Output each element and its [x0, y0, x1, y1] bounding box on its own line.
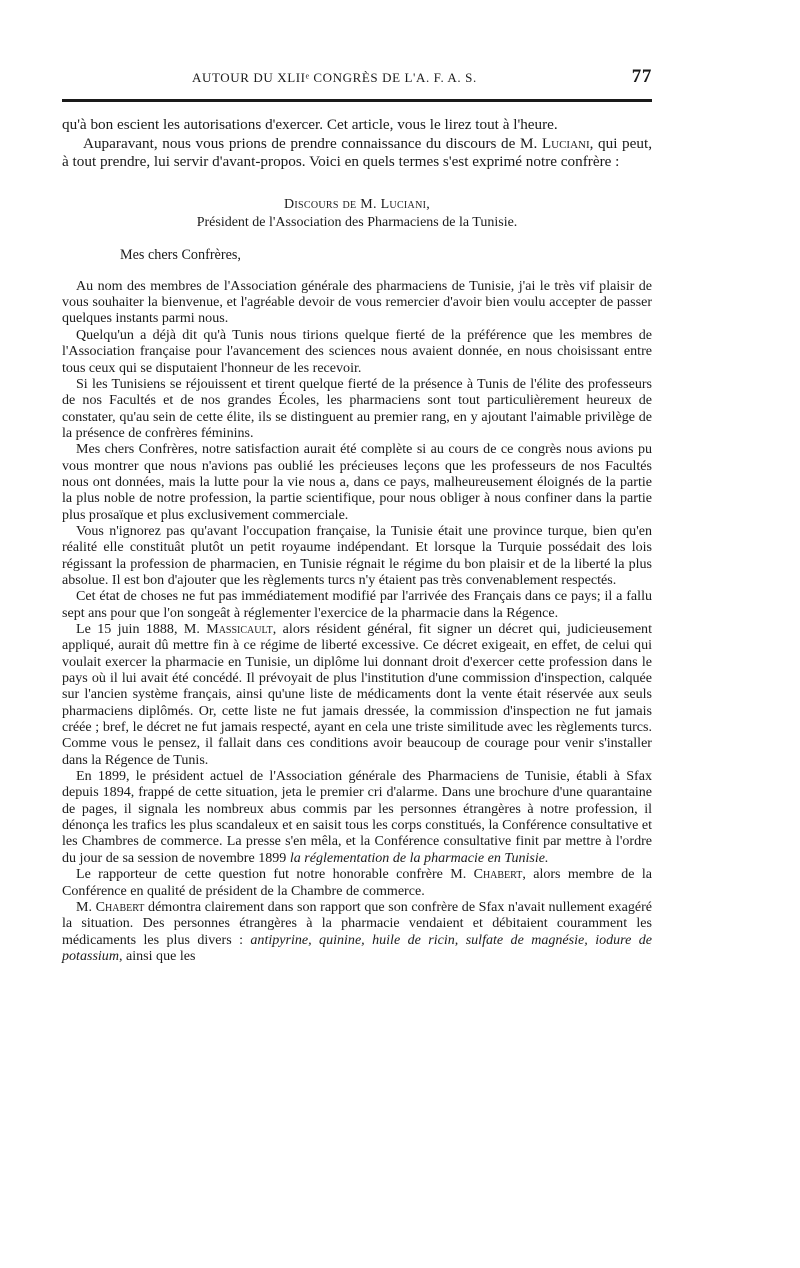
- person-name: Massicault: [206, 621, 273, 637]
- speech-paragraph: [62, 768, 652, 866]
- running-header: [62, 66, 652, 96]
- speech-heading: Discours de M. Luciani,: [283, 196, 431, 212]
- speech-paragraph: Cet état de choses ne fut pas immédiatement modifié par l'arrivée des Français dans ce pays; il a fallu sept ans pour que l'on songeât à réglementer l'exercice de la pharmacie dans la Régence.: [62, 588, 652, 621]
- speech-subheading: Président de l'Association des Pharmaciens de la Tunisie.: [196, 214, 518, 230]
- text-run: Auparavant, nous vous prions de prendre connaissance du discours de M.: [83, 134, 542, 152]
- person-name: Chabert: [473, 866, 523, 883]
- person-name: Chabert: [95, 898, 145, 915]
- italic-text: la réglementation de la pharmacie en Tunisie.: [289, 849, 549, 866]
- text-run: , alors résident général, fit signer un décret qui, judicieusement appliqué, aurait dû mettre fin à ce régime de liberté excessive. Ce décret exigeait, en effet, de celui qui voulait exercer la pharmacie en Tunisie, un diplôme lui donnant droit d'exercer cette profession dans le pays où il lui avait été concédé. Il prévoyait de plus l'institution d'une commission d'inspection, calquée sur l'ancien système français, ainsi qu'une liste de médicaments dont la vente était réservée aux seuls pharmaciens diplômés. Or, cette liste ne fut jamais dressée, la commission d'inspection ne fut jamais créée ; bref, le décret ne fut jamais respecté, ayant en cela une triste similitude avec les règlements turcs. Comme vous le pensez, il fallait dans ces conditions avoir beaucoup de courage pour venir s'installer dans la Régence de Tunis.: [62, 621, 652, 768]
- speech-body: [62, 278, 652, 964]
- speech-paragraph: Au nom des membres de l'Association générale des pharmaciens de Tunisie, j'ai le très vif plaisir de vous souhaiter la bienvenue, et l'agréable devoir de vous remercier d'avoir bien voulu accepter de passer quelques instants parmi nous.: [62, 277, 652, 327]
- text-run: , alors membre de la Conférence en qualité de président de la Chambre de commerce.: [62, 866, 652, 899]
- text-run: , qui peut, à tout prendre, lui servir d'avant-propos. Voici en quels termes s'est exprimé notre confrère :: [62, 134, 652, 171]
- header-rule: [62, 99, 652, 102]
- page-number: 77: [631, 66, 652, 87]
- text-run: démontra clairement dans son rapport que son confrère de Sfax n'avait nullement exagéré la situation. Des personnes étrangères à la pharmacie vendaient et débitaient couramment les médicaments les plus divers :: [62, 898, 653, 948]
- book-page: [62, 66, 652, 964]
- speech-paragraph: Mes chers Confrères, notre satisfaction aurait été complète si au cours de ce congrès nous avions pu vous montrer que nous n'avions pas oublié les précieuses leçons que les professeurs de nos Facultés nous ont données, mais la lutte pour la vie nous a, dans ce pays, malheureusement éloignés de la partie la plus noble de notre profession, la partie scientifique, pour nous obliger à nous confiner dans la partie plus prosaïque et plus exclusivement commerciale.: [62, 441, 652, 523]
- speech-paragraph: [62, 899, 652, 964]
- italic-text: antipyrine, quinine, huile de ricin, sulfate de magnésie, iodure de potassium: [62, 931, 653, 964]
- speech-paragraph: [62, 621, 652, 768]
- salutation: Mes chers Confrères,: [120, 246, 241, 263]
- text-run: Le rapporteur de cette question fut notre honorable confrère M.: [76, 866, 474, 883]
- intro-paragraph-1: qu'à bon escient les autorisations d'exercer. Cet article, vous le lirez tout à l'heure.: [62, 116, 558, 133]
- text-run: En 1899, le président actuel de l'Association générale des Pharmaciens de Tunisie, établi à Sfax depuis 1894, frappé de cette situation, jeta le premier cri d'alarme. Dans une brochure d'une quarantaine de pages, il signala les nombreux abus commis par les personnes étrangères à notre profession, il dénonça les trafics les plus scandaleux et en saisit tous les corps constitués, la Conférence consultative et les Chambres de commerce. La presse s'en mêla, et la Conférence consultative finit par mettre à l'ordre du jour de sa session de novembre 1899: [62, 768, 652, 866]
- speech-paragraph: Quelqu'un a déjà dit qu'à Tunis nous tirions quelque fierté de la préférence que les membres de l'Association française pour l'avancement des sciences nous avaient donnée, en nous choisissant entre tous ceux qui se disputaient l'honneur de les recevoir.: [62, 326, 652, 376]
- text-run: , ainsi que les: [118, 947, 196, 964]
- text-run: Le 15 juin 1888, M.: [76, 621, 207, 637]
- intro-paragraph-2: [62, 135, 652, 172]
- person-name: Luciani: [541, 134, 590, 152]
- speech-paragraph: Si les Tunisiens se réjouissent et tirent quelque fierté de la présence à Tunis de l'élite des professeurs de nos Facultés et de nos grandes Écoles, les pharmaciens sont tout particulièrement heureux de constater, qu'au sein de cette élite, ils se distinguent au premier rang, en y ajoutant l'aimable privilège de la présence de confrères féminins.: [62, 375, 652, 441]
- intro-text: [62, 116, 652, 172]
- speech-paragraph: Vous n'ignorez pas qu'avant l'occupation française, la Tunisie était une province turque, bien qu'en réalité elle constituât plutôt un petit royaume indépendant. Et lorsque la Turquie possédait des lois régissant la profession de pharmacien, en Tunisie régnait le régime du bon plaisir et de la liberté la plus absolue. Il est bon d'ajouter que les règlements turcs n'y étaient pas très convenablement respectés.: [62, 522, 652, 588]
- text-run: M.: [76, 898, 96, 915]
- running-title: AUTOUR DU XLIIᵉ CONGRÈS DE L'A. F. A. S.: [192, 70, 477, 85]
- speech-title: [62, 196, 652, 232]
- speech-paragraph: [62, 866, 652, 899]
